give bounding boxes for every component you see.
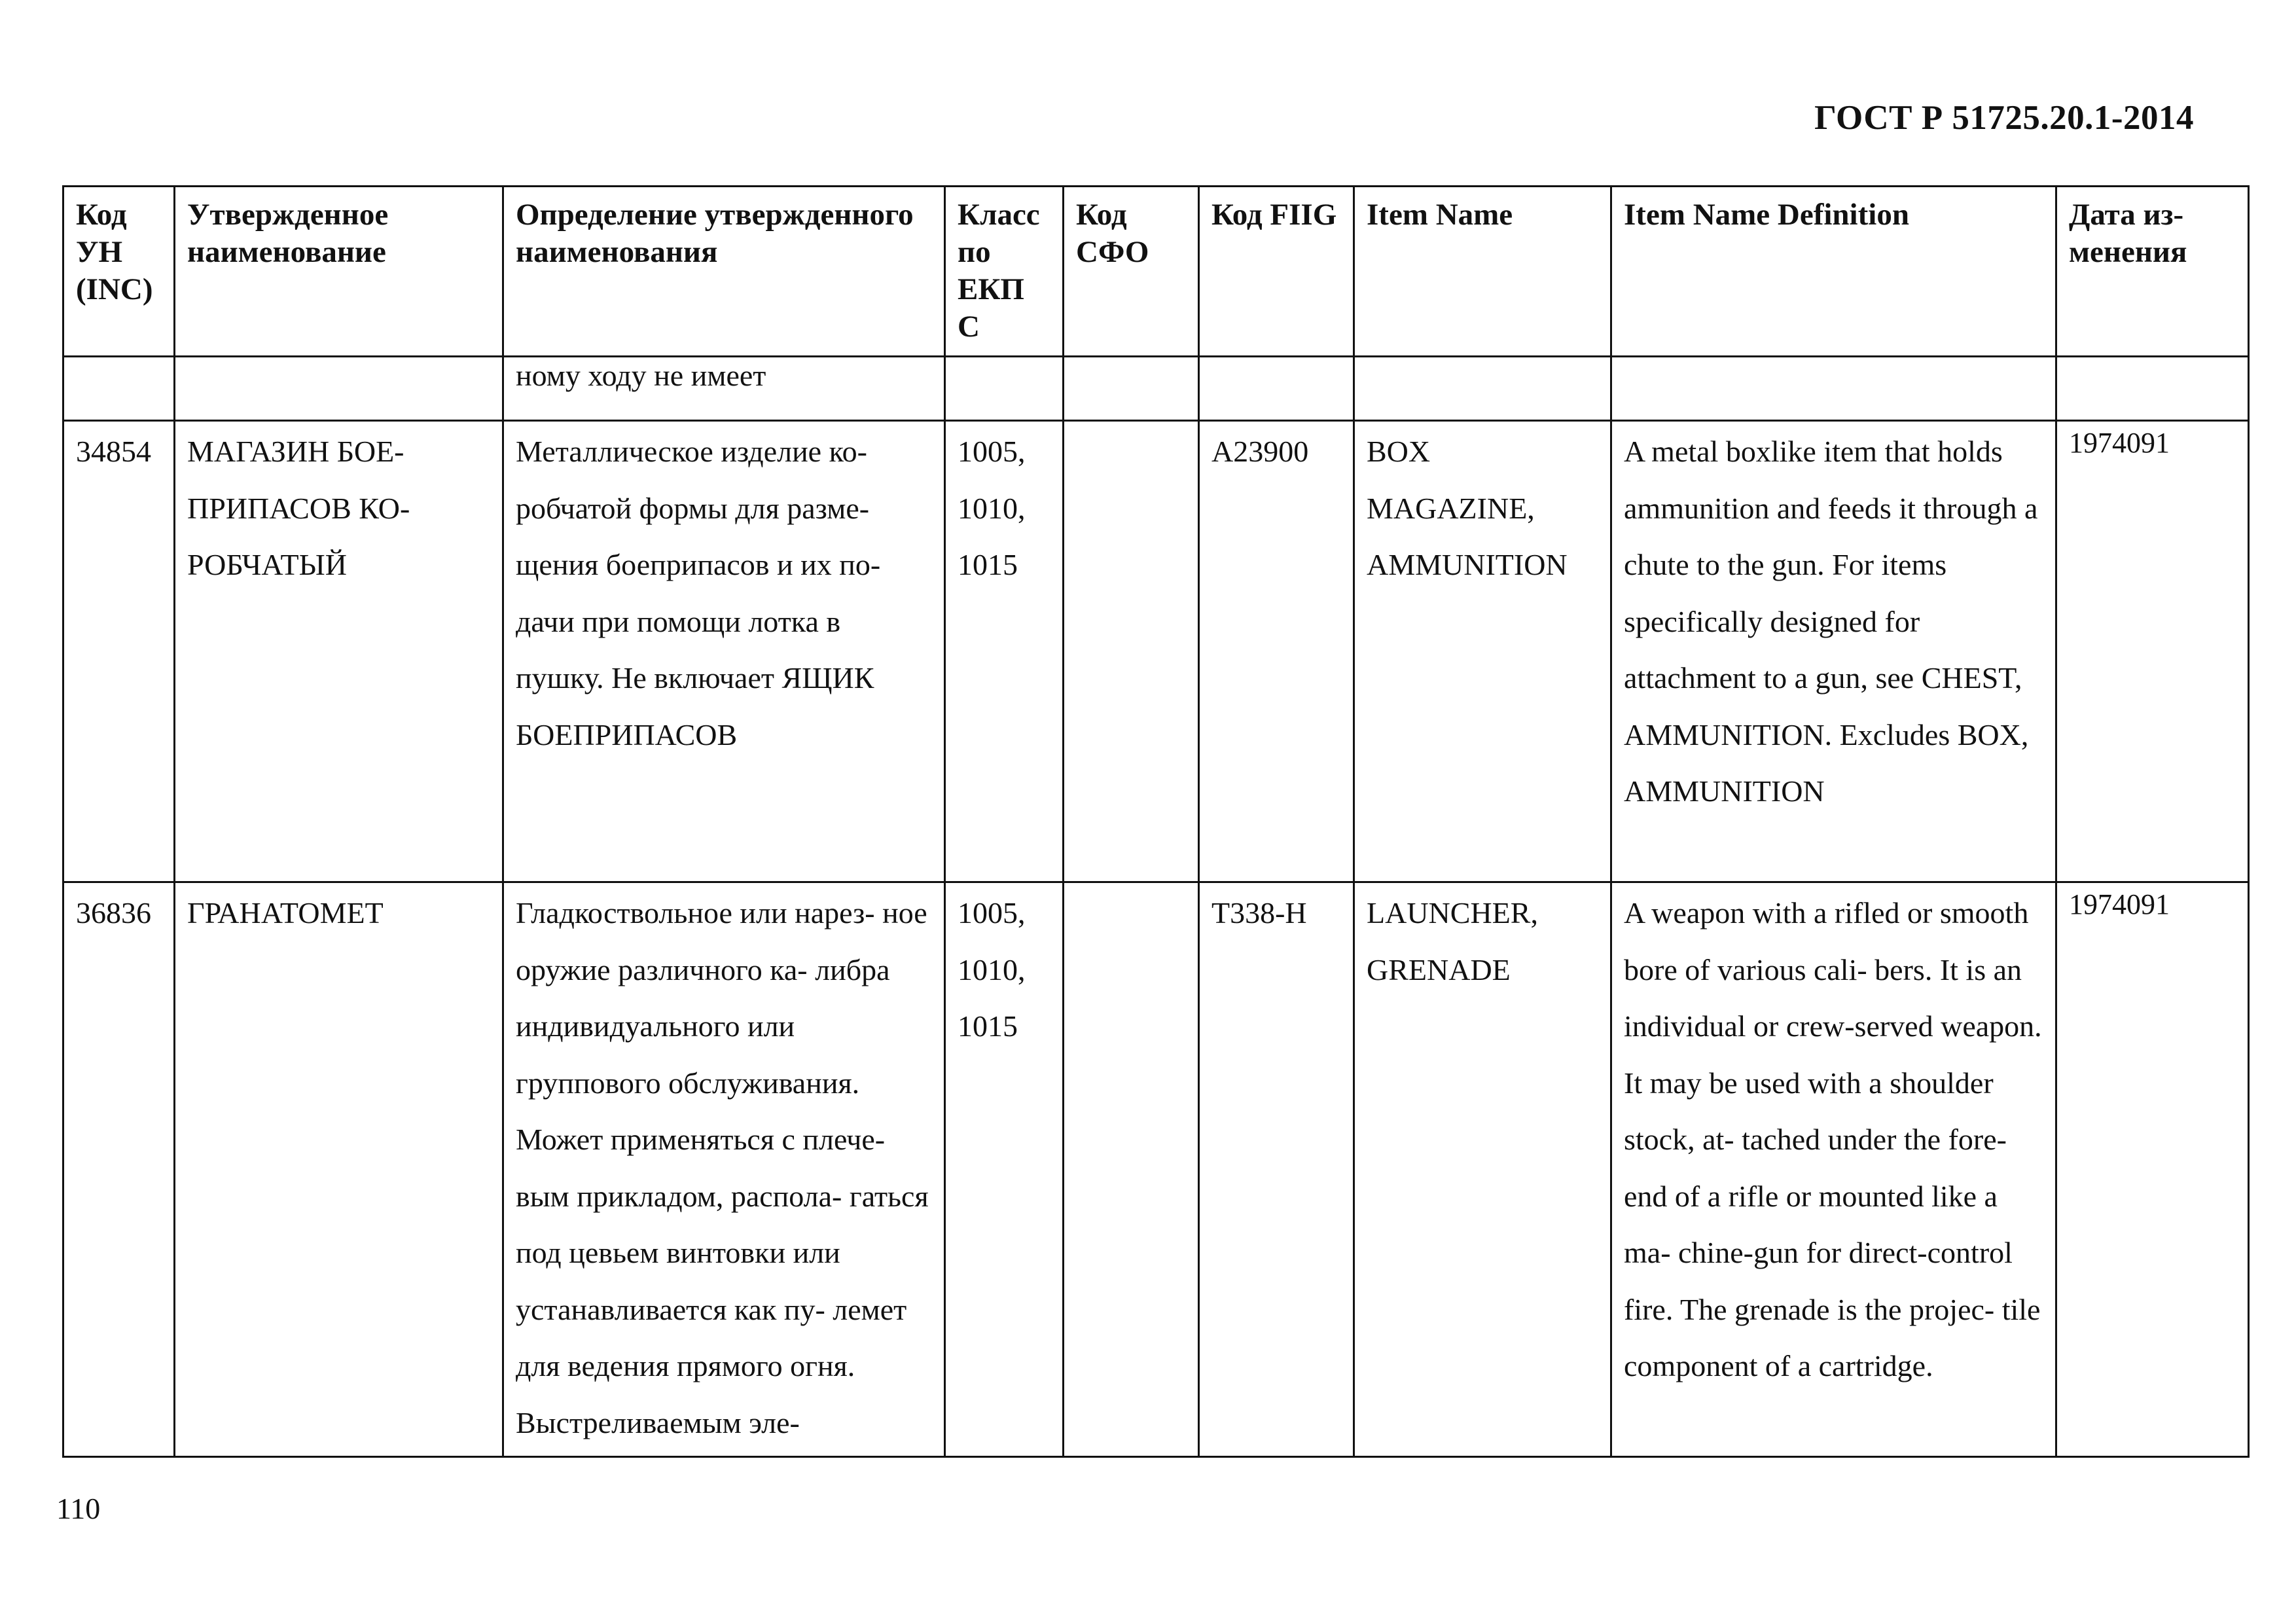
- col-header-definition: Определение утвержденного наименования: [503, 187, 945, 357]
- table-row: [63, 882, 2249, 1457]
- col-header-item-name: Item Name: [1354, 187, 1611, 357]
- table-header-row: [63, 187, 2249, 357]
- cell-item-def: A metal boxlike item that holds ammunition and feeds it through a chute to the gun. For items specifically designed for attachment to a gun, see CHEST, AMMUNITION. Excludes BOX, AMMUNITION: [1611, 421, 2056, 882]
- cell-name: ГРАНАТОМЕТ: [175, 882, 503, 1457]
- table-cell: [2056, 357, 2249, 421]
- cell-class: 1005, 1010, 1015: [945, 882, 1064, 1457]
- table-cell: [1199, 357, 1354, 421]
- cell-class: 1005, 1010, 1015: [945, 421, 1064, 882]
- cell-sfo: [1064, 882, 1199, 1457]
- table-cell: [63, 357, 175, 421]
- cell-sfo: [1064, 421, 1199, 882]
- table-cell: [1064, 357, 1199, 421]
- cell-name: МАГАЗИН БОЕ- ПРИПАСОВ КО- РОБЧАТЫЙ: [175, 421, 503, 882]
- col-header-item-def: Item Name Definition: [1611, 187, 2056, 357]
- cell-inc: 36836: [63, 882, 175, 1457]
- col-header-fiig: Код FIIG: [1199, 187, 1354, 357]
- continuation-definition: ному ходу не имеет: [503, 357, 945, 421]
- col-header-sfo: Код СФО: [1064, 187, 1199, 357]
- table-cell: [175, 357, 503, 421]
- table-row: [63, 421, 2249, 882]
- cell-date: 1974091: [2056, 421, 2249, 882]
- page-number: 110: [56, 1492, 101, 1525]
- col-header-name: Утвержденное наименование: [175, 187, 503, 357]
- table-cell: [1354, 357, 1611, 421]
- cell-inc: 34854: [63, 421, 175, 882]
- cell-fiig: A23900: [1199, 421, 1354, 882]
- continuation-row: [63, 357, 2249, 421]
- cell-item-name: LAUNCHER, GRENADE: [1354, 882, 1611, 1457]
- cell-item-def: A weapon with a rifled or smooth bore of various cali- bers. It is an individual or crew-served weapon. It may be used with a shoulder stock, at- tached under the fore-end of a rifle or mounted like a ma- chine-gun for direct-control fire. The grenade is the projec- tile component of a cartridge.: [1611, 882, 2056, 1457]
- cell-date: 1974091: [2056, 882, 2249, 1457]
- cell-definition: Металлическое изделие ко- робчатой формы для разме- щения боеприпасов и их по- дачи при помощи лотка в пушку. Не включает ЯЩИК БОЕПРИПАСОВ: [503, 421, 945, 882]
- item-names-table: [62, 185, 2250, 1458]
- table-cell: [945, 357, 1064, 421]
- col-header-inc: Код УН (INC): [63, 187, 175, 357]
- table-cell: [1611, 357, 2056, 421]
- col-header-class: Класс по ЕКП С: [945, 187, 1064, 357]
- cell-definition: Гладкоствольное или нарез- ное оружие различного ка- либра индивидуального или группового обслуживания. Может применяться с плече- вым прикладом, распола- гаться под цевьем винтовки или устанавливается как пу- лемет для ведения прямого огня. Выстреливаемым эле-: [503, 882, 945, 1457]
- cell-fiig: T338-H: [1199, 882, 1354, 1457]
- col-header-date: Дата из- менения: [2056, 187, 2249, 357]
- document-code: ГОСТ Р 51725.20.1-2014: [1814, 99, 2194, 137]
- cell-item-name: BOX MAGAZINE, AMMUNITION: [1354, 421, 1611, 882]
